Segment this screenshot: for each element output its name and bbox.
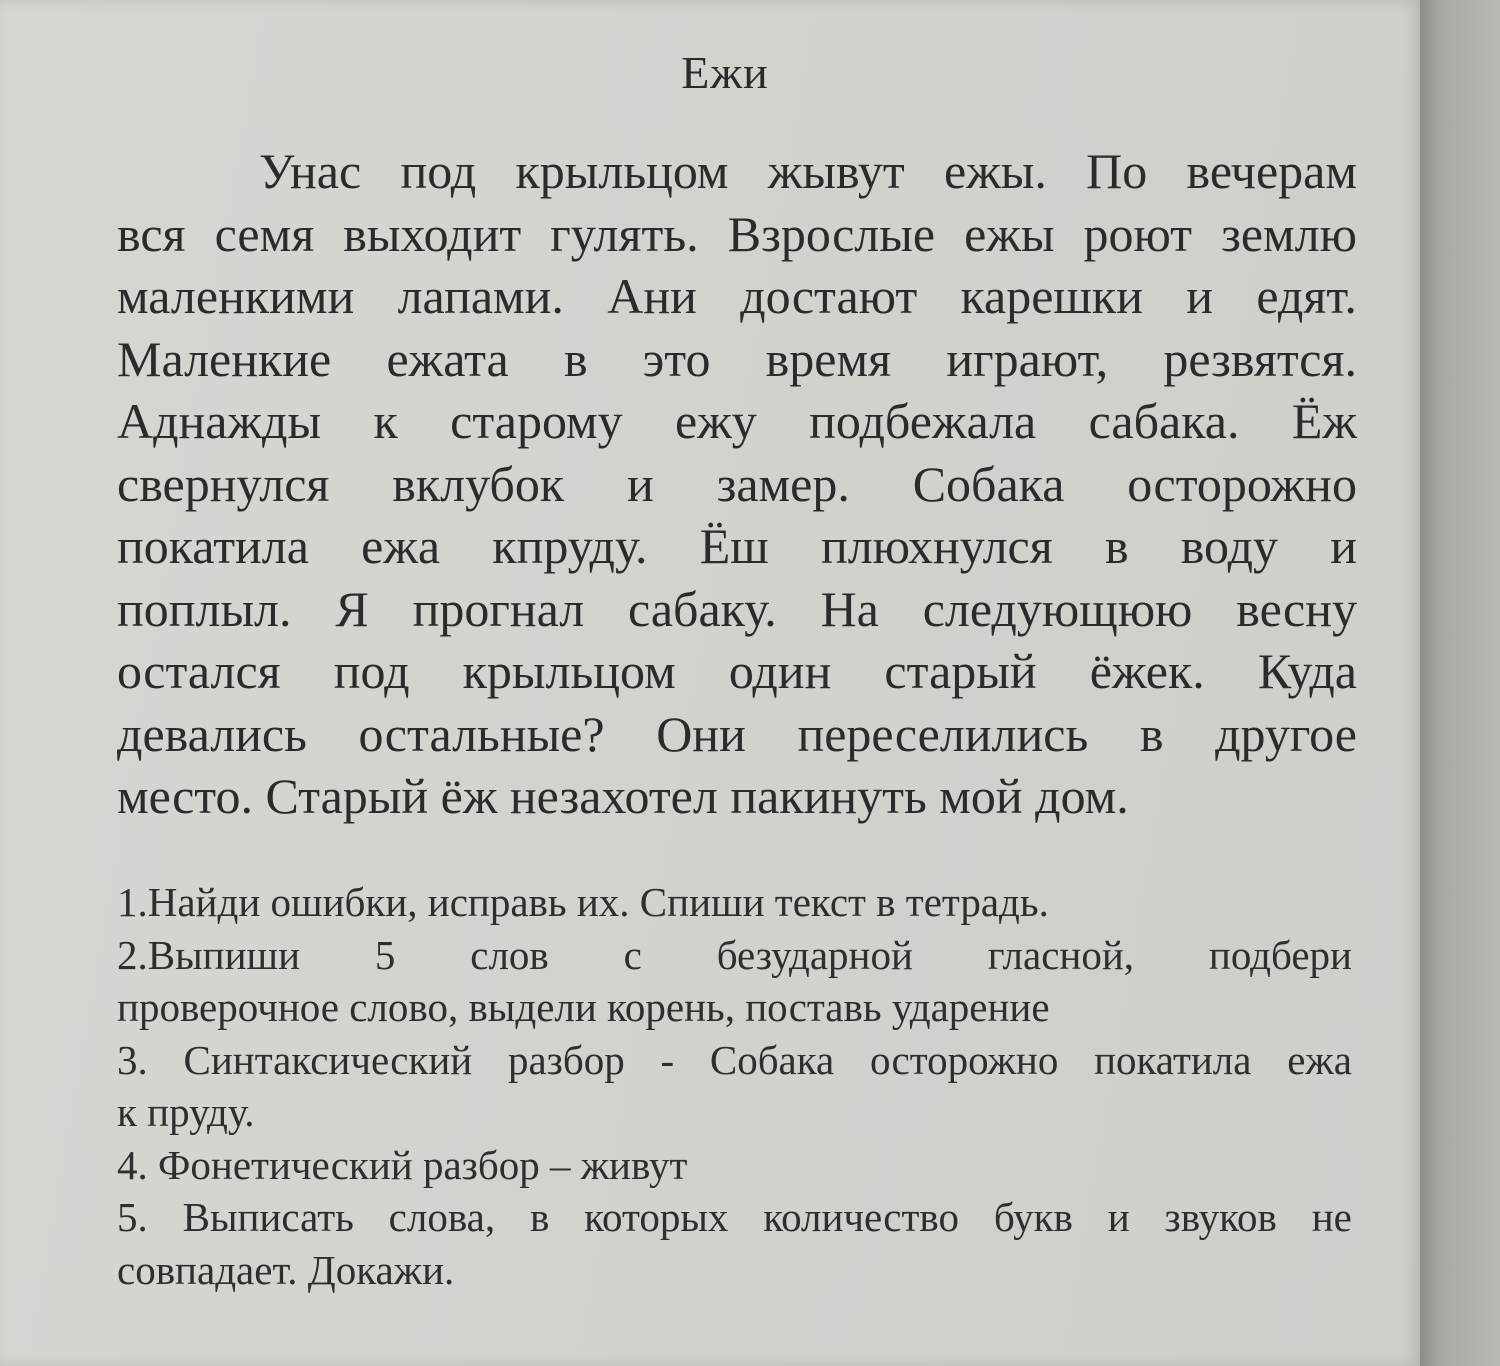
story-line: поплыл. Я прогнал сабаку. На следующюю весну: [117, 580, 1357, 637]
story-line: покатила ежа кпруду. Ёш плюхнулся в воду и: [117, 518, 1357, 574]
task-line: 3. Синтаксический разбор - Собака осторожно покатила ежа: [117, 1036, 1352, 1083]
task-list: [117, 876, 1352, 1296]
story-line: место. Старый ёж незахотел пакинуть мой дом.: [117, 768, 1129, 824]
story-text: [117, 140, 1357, 828]
story-line: Унас под крыльцом жывут ежы. По вечерам: [259, 143, 1357, 199]
document-title: Ежи: [681, 47, 769, 98]
story-line: Маленкие ежата в это время играют, резвятся.: [117, 330, 1357, 387]
story-line: Аднажды к старому ежу подбежала сабака. Ёж: [117, 393, 1357, 449]
task-line: 5. Выписать слова, в которых количество букв и звуков не: [117, 1194, 1352, 1240]
story-line: остался под крыльцом один старый ёжек. Куда: [117, 643, 1357, 699]
page-edge-shadow: [1420, 0, 1500, 1366]
story-line: девались остальные? Они переселились в другое: [117, 705, 1357, 762]
task-line: к пруду.: [117, 1089, 255, 1135]
story-line: маленкими лапами. Ани достают карешки и едят.: [117, 268, 1357, 324]
task-line: 1.Найди ошибки, исправь их. Спиши текст в тетрадь.: [117, 879, 1049, 925]
story-line: вся семя выходит гулять. Взрослые ежы роют землю: [117, 205, 1357, 262]
task-line: 4. Фонетический разбор – живут: [117, 1141, 688, 1188]
task-line: 2.Выпиши 5 слов с безударной гласной, подбери: [117, 931, 1352, 978]
task-line: проверочное слово, выдели корень, поставь ударение: [117, 984, 1050, 1030]
story-line: свернулся вклубок и замер. Собака осторожно: [117, 455, 1357, 512]
task-line: совпадает. Докажи.: [117, 1246, 455, 1293]
